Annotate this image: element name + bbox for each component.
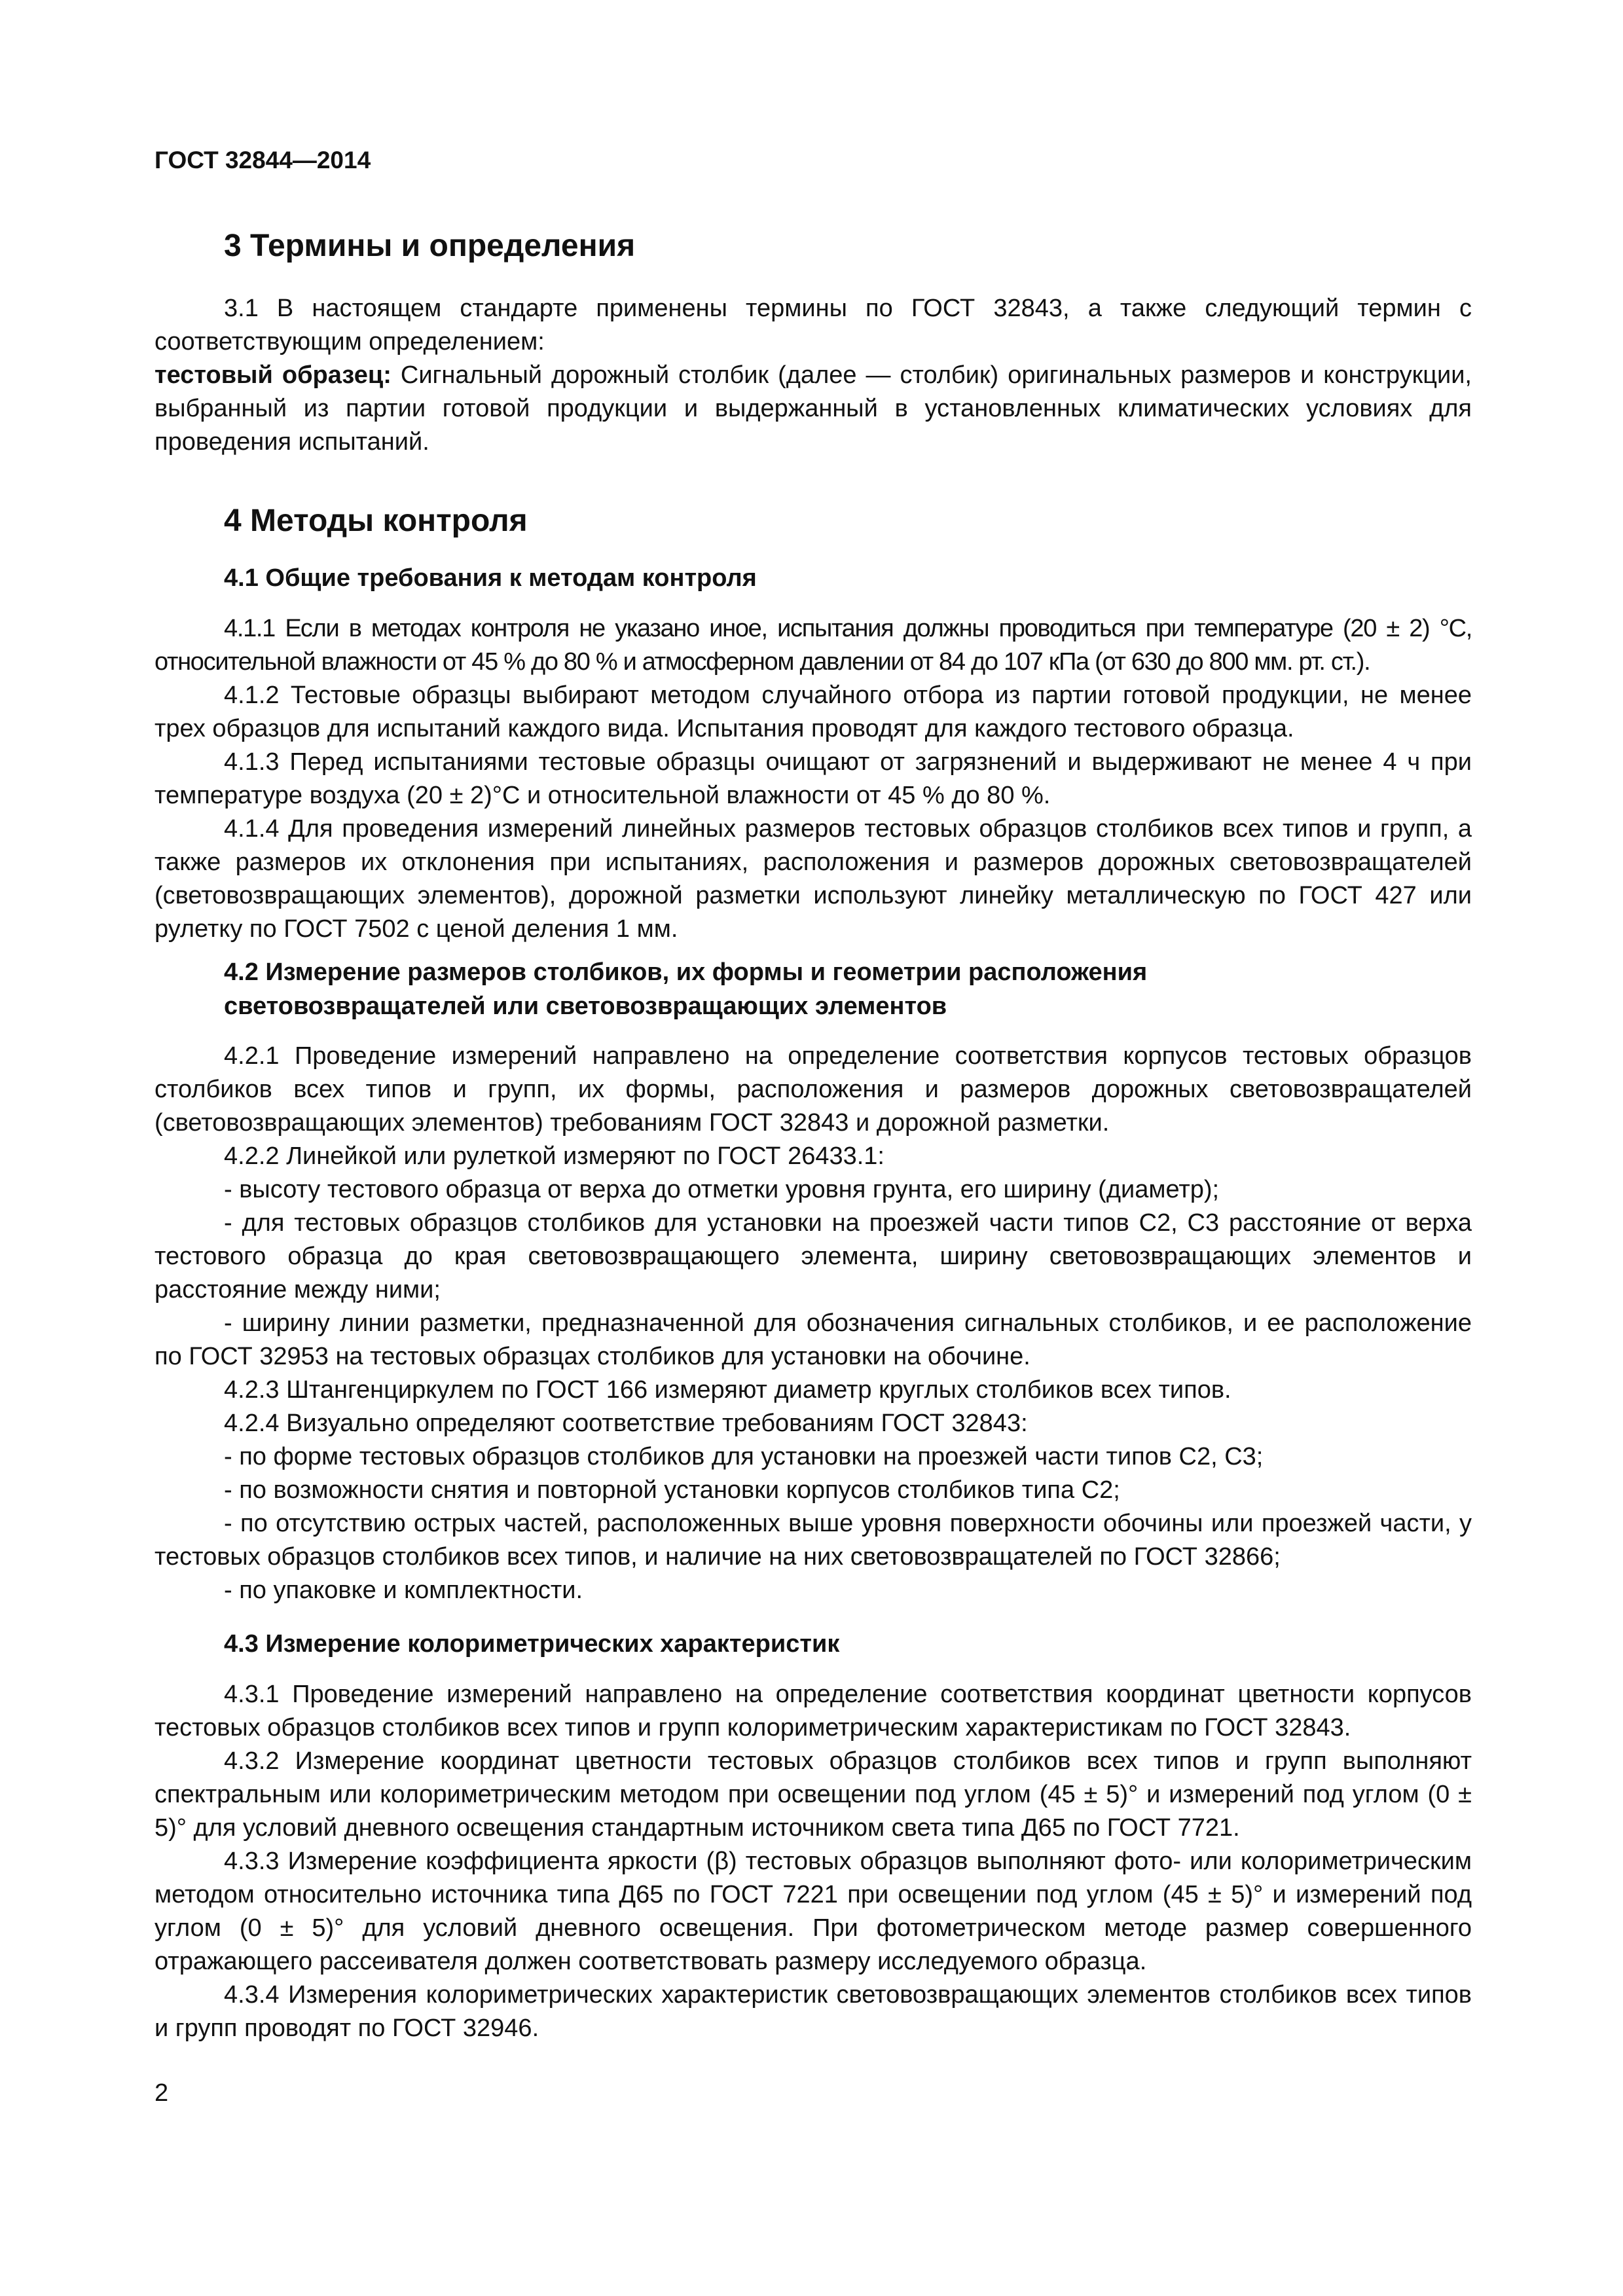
term-definition [155,359,1472,459]
list-item: - по форме тестовых образцов столбиков для установки на проезжей части типов С2, С3; [224,1443,1264,1470]
section-4-title: 4 Методы контроля [224,503,528,538]
list-item: - высоту тестового образца от верха до отметки уровня грунта, его ширину (диаметр); [224,1176,1220,1203]
subsection-4-2-title-line-2: световозвращателей или световозвращающих элементов [224,993,947,1020]
paragraph-4-2-2: 4.2.2 Линейкой или рулеткой измеряют по ГОСТ 26433.1: [224,1142,884,1170]
list-item: - по отсутствию острых частей, расположенных выше уровня поверхности обочины или проезжей части, у тестовых образцов столбиков всех типов, и наличие на них световозвращателей по ГОСТ 32866; [155,1510,1472,1571]
list-item: - ширину линии разметки, предназначенной для обозначения сигнальных столбиков, и ее расположение по ГОСТ 32953 на тестовых образцах столбиков для установки на обочине. [155,1309,1472,1370]
paragraph-4-1-2: 4.1.2 Тестовые образцы выбирают методом случайного отбора из партии готовой продукции, не менее трех образцов для испытаний каждого вида. Испытания проводят для каждого тестового образца. [155,682,1472,742]
paragraph-3-1: 3.1 В настоящем стандарте применены термины по ГОСТ 32843, а также следующий термин с соответствующим определением: [155,295,1472,355]
subsection-4-3-title: 4.3 Измерение колориметрических характеристик [224,1630,840,1658]
list-item: - для тестовых образцов столбиков для установки на проезжей части типов С2, С3 расстояние от верха тестового образца до края световозвращающего элемента, ширину световозвращающих элементов и расстояние между ними; [155,1209,1472,1303]
list-item: - по упаковке и комплектности. [224,1576,583,1604]
subsection-4-3-body [155,1678,1472,2045]
section-3-body [155,292,1472,459]
paragraph-4-1-4: 4.1.4 Для проведения измерений линейных размеров тестовых образцов столбиков всех типов и групп, а также размеров их отклонения при испытаниях, расположения и размеров дорожных световозвращателей (световозвращающих элементов), дорожной разметки используют линейку металлическую по ГОСТ 427 или рулетку по ГОСТ 7502 с ценой деления 1 мм. [155,815,1472,943]
paragraph-4-2-4: 4.2.4 Визуально определяют соответствие требованиям ГОСТ 32843: [224,1410,1028,1437]
paragraph-4-1-3: 4.1.3 Перед испытаниями тестовые образцы очищают от загрязнений и выдерживают не менее 4 ч при температуре воздуха (20 ± 2)°С и относительной влажности от 45 % до 80 %. [155,748,1472,809]
standard-header: ГОСТ 32844—2014 [155,147,371,173]
paragraph-4-3-3: 4.3.3 Измерение коэффициента яркости (β) тестовых образцов выполняют фото- или колориметрическим методом относительно источника типа Д65 по ГОСТ 7221 при освещении под углом (45 ± 5)° и измерений под углом (0 ± 5)° для условий дневного освещения. При фотометрическом методе размер совершенного отражающего рассеивателя должен соответствовать размеру исследуемого образца. [155,1848,1472,1975]
paragraph-4-2-1: 4.2.1 Проведение измерений направлено на определение соответствия корпусов тестовых образцов столбиков всех типов и групп, их формы, расположения и размеров дорожных световозвращателей (световозвращающих элементов) требованиям ГОСТ 32843 и дорожной разметки. [155,1042,1472,1137]
page-number: 2 [155,2079,169,2107]
section-3-title: 3 Термины и определения [224,228,636,263]
subsection-4-1-body [155,612,1472,946]
subsection-4-2-title-line-1: 4.2 Измерение размеров столбиков, их формы и геометрии расположения [224,958,1148,986]
paragraph-4-1-1: 4.1.1 Если в методах контроля не указано иное, испытания должны проводиться при температуре (20 ± 2) °С, относительной влажности от 45 % до 80 % и атмосферном давлении от 84 до 107 кПа (от 630 до 800 мм. рт. ст.). [155,615,1472,676]
subsection-4-2-body [155,1040,1472,1607]
term-text: Сигнальный дорожный столбик (далее — столбик) оригинальных размеров и конструкции, выбранный из партии готовой продукции и выдержанный в установленных климатических условиях для проведения испытаний. [155,361,1472,456]
subsection-4-2-title [224,955,1472,1023]
paragraph-4-3-4: 4.3.4 Измерения колориметрических характеристик световозвращающих элементов столбиков всех типов и групп проводят по ГОСТ 32946. [155,1981,1472,2042]
list-item: - по возможности снятия и повторной установки корпусов столбиков типа С2; [224,1476,1120,1504]
subsection-4-1-title: 4.1 Общие требования к методам контроля [224,564,757,592]
paragraph-4-3-2: 4.3.2 Измерение координат цветности тестовых образцов столбиков всех типов и групп выполняют спектральным или колориметрическим методом при освещении под углом (45 ± 5)° и измерений под углом (0 ± 5)° для условий дневного освещения стандартным источником света типа Д65 по ГОСТ 7721. [155,1747,1472,1842]
paragraph-4-2-3: 4.2.3 Штангенциркулем по ГОСТ 166 измеряют диаметр круглых столбиков всех типов. [224,1376,1231,1404]
paragraph-4-3-1: 4.3.1 Проведение измерений направлено на определение соответствия координат цветности корпусов тестовых образцов столбиков всех типов и групп колориметрическим характеристикам по ГОСТ 32843. [155,1681,1472,1741]
term-label: тестовый образец: [155,361,392,389]
